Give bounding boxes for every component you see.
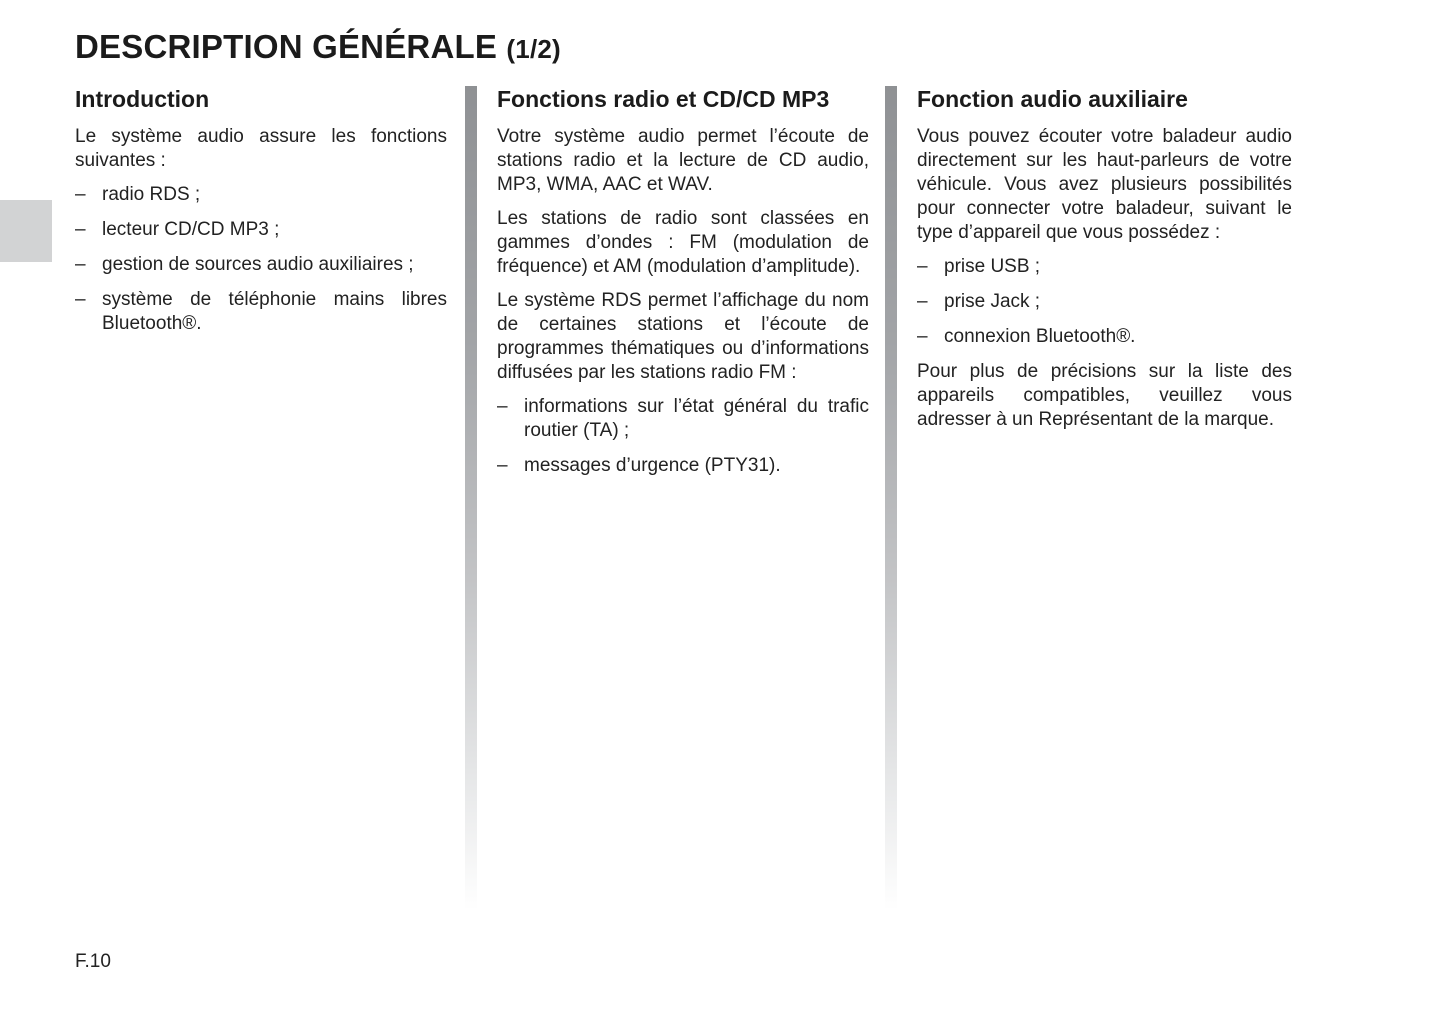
list-item bbox=[75, 183, 447, 207]
functions-list bbox=[75, 183, 447, 336]
radio-paragraph-1: Votre système audio permet l’écoute de stations radio et la lecture de CD audio, MP3, WMA, AAC et WAV. bbox=[497, 126, 869, 195]
list-item-text: prise USB ; bbox=[944, 256, 1041, 277]
column-radio-cd bbox=[497, 86, 869, 489]
column-audio-aux bbox=[917, 86, 1292, 442]
list-item-text: informations sur l’état général du trafic routier (TA) ; bbox=[524, 396, 869, 441]
rds-list bbox=[497, 395, 869, 478]
page-number: F.10 bbox=[75, 951, 111, 972]
list-dash: – bbox=[917, 326, 928, 347]
list-item bbox=[917, 255, 1292, 279]
list-dash: – bbox=[917, 291, 928, 312]
list-item bbox=[75, 253, 447, 277]
page-title-text: DESCRIPTION GÉNÉRALE bbox=[75, 28, 498, 65]
list-item bbox=[497, 454, 869, 478]
list-dash: – bbox=[917, 256, 928, 277]
list-item-text: messages d’urgence (PTY31). bbox=[524, 455, 781, 476]
connection-list bbox=[917, 255, 1292, 349]
aux-paragraph-2: Pour plus de précisions sur la liste des appareils compatibles, veuillez vous adresser à un Représentant de la marque. bbox=[917, 361, 1292, 430]
heading-radio-cd: Fonctions radio et CD/CD MP3 bbox=[497, 86, 830, 112]
heading-audio-aux: Fonction audio auxiliaire bbox=[917, 86, 1188, 112]
page-fraction: (1/2) bbox=[506, 34, 561, 64]
list-item-text: radio RDS ; bbox=[102, 184, 201, 205]
list-item bbox=[75, 218, 447, 242]
radio-paragraph-2: Les stations de radio sont classées en gammes d’ondes : FM (modulation de fréquence) et AM (modulation d’amplitude). bbox=[497, 208, 869, 277]
list-item bbox=[497, 395, 869, 443]
page-title bbox=[75, 28, 561, 66]
list-dash: – bbox=[497, 396, 508, 417]
list-item-text: prise Jack ; bbox=[944, 291, 1041, 312]
list-item-text: gestion de sources audio auxiliaires ; bbox=[102, 254, 414, 275]
list-dash: – bbox=[75, 219, 86, 240]
list-dash: – bbox=[75, 254, 86, 275]
list-dash: – bbox=[75, 184, 86, 205]
aux-paragraph-1: Vous pouvez écouter votre baladeur audio directement sur les haut-parleurs de votre véhicule. Vous avez plusieurs possibilités pour connecter votre baladeur, suivant le type d’appareil que vous possédez : bbox=[917, 126, 1292, 243]
radio-paragraph-3: Le système RDS permet l’affichage du nom de certaines stations et l’écoute de programmes thématiques ou d’informations diffusées par les stations radio FM : bbox=[497, 290, 869, 383]
column-introduction bbox=[75, 86, 447, 347]
list-item bbox=[917, 325, 1292, 349]
intro-paragraph: Le système audio assure les fonctions suivantes : bbox=[75, 126, 447, 171]
list-dash: – bbox=[75, 289, 86, 310]
section-tab-marker bbox=[0, 200, 52, 262]
column-separator bbox=[465, 86, 477, 936]
list-dash: – bbox=[497, 455, 508, 476]
list-item-text: système de téléphonie mains libres Bluetooth®. bbox=[102, 289, 447, 334]
column-separator bbox=[885, 86, 897, 936]
list-item-text: lecteur CD/CD MP3 ; bbox=[102, 219, 280, 240]
list-item bbox=[75, 288, 447, 336]
heading-introduction: Introduction bbox=[75, 86, 210, 112]
list-item-text: connexion Bluetooth®. bbox=[944, 326, 1136, 347]
list-item bbox=[917, 290, 1292, 314]
